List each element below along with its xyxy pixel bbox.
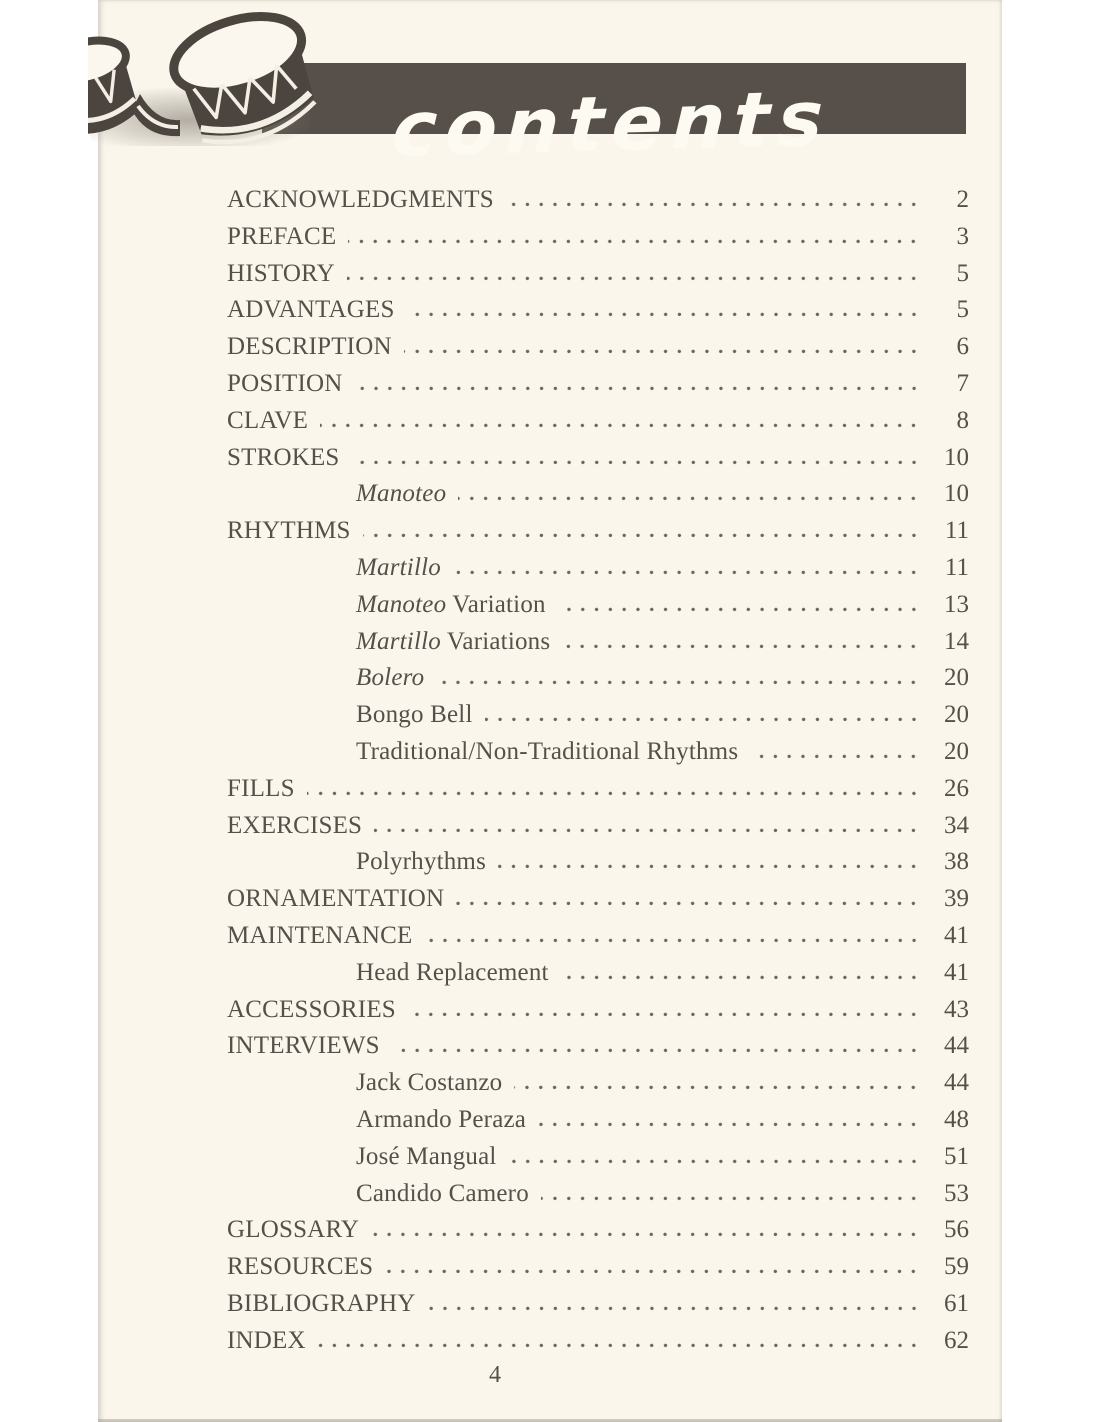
- toc-entry-page: 38: [944, 848, 969, 876]
- toc-entry-page: 41: [944, 921, 969, 949]
- dot-leader: [348, 239, 925, 244]
- dot-leader: [318, 1343, 925, 1348]
- dot-leader: [385, 1269, 925, 1274]
- toc-entry-page: 6: [956, 333, 969, 361]
- toc-entry-page: 20: [944, 664, 969, 692]
- toc-entry-label: José Mangual: [356, 1142, 497, 1170]
- toc-entry-page: 13: [944, 590, 969, 618]
- toc-entry: [227, 1216, 969, 1253]
- dot-leader: [562, 644, 925, 649]
- toc-entry-label: EXERCISES: [227, 811, 363, 839]
- toc-entry: [227, 885, 969, 922]
- toc-entry-page: 61: [944, 1289, 969, 1317]
- toc-entry-page: 10: [944, 480, 969, 508]
- toc-entry-label: BIBLIOGRAPHY: [227, 1289, 416, 1317]
- toc-entry-page: 62: [944, 1326, 969, 1354]
- toc-entry-page: 51: [944, 1142, 969, 1170]
- toc-entry-page: 2: [956, 186, 969, 213]
- toc-entry-label: CLAVE: [227, 406, 309, 434]
- toc-entry-label: Martillo Variations: [356, 627, 551, 655]
- toc-entry: [227, 1290, 969, 1327]
- dot-leader: [750, 754, 925, 759]
- dot-leader: [392, 1048, 925, 1053]
- toc-entry: [227, 591, 969, 628]
- dot-leader: [425, 938, 925, 943]
- toc-entry-page: 48: [944, 1105, 969, 1133]
- toc-entry-page: 7: [956, 369, 969, 397]
- dot-leader: [404, 349, 925, 354]
- toc-entry: [227, 1143, 969, 1180]
- dot-leader: [506, 202, 925, 207]
- toc-entry-page: 5: [956, 259, 969, 287]
- toc-entry: [227, 480, 969, 517]
- dot-leader: [485, 717, 925, 722]
- toc-entry-page: 44: [944, 1032, 969, 1060]
- toc-entry-page: 11: [944, 517, 969, 545]
- page-number-footer: 4: [489, 1362, 501, 1388]
- dot-leader: [561, 975, 925, 980]
- toc-entry-label: GLOSSARY: [227, 1216, 360, 1244]
- toc-entry-label: DESCRIPTION: [227, 333, 392, 361]
- toc-entry-label: ACCESSORIES: [227, 995, 396, 1023]
- dot-leader: [320, 423, 925, 428]
- toc-entry: [227, 223, 969, 260]
- toc-entry-page: 56: [944, 1216, 969, 1244]
- toc-entry-page: 3: [956, 222, 969, 250]
- toc-entry-label: ACKNOWLEDGMENTS: [227, 186, 494, 213]
- toc-entry: [227, 517, 969, 554]
- toc-entry: [227, 333, 969, 370]
- toc-entry-label: INDEX: [227, 1326, 306, 1354]
- toc-entry-page: 59: [944, 1253, 969, 1281]
- toc-entry-page: 10: [944, 443, 969, 471]
- toc-entry: [227, 1032, 969, 1069]
- dot-leader: [456, 901, 925, 906]
- toc-entry: [227, 996, 969, 1033]
- toc-entry-label: STROKES: [227, 443, 340, 471]
- toc-entry-page: 53: [944, 1179, 969, 1207]
- dot-leader: [371, 1232, 925, 1237]
- toc-entry-label: Polyrhythms: [356, 848, 486, 876]
- toc-entry-page: 14: [944, 627, 969, 655]
- toc-entry-label: Bolero: [356, 664, 425, 692]
- toc-entry: [227, 186, 969, 223]
- dot-leader: [347, 276, 925, 281]
- toc-entry-label: Head Replacement: [356, 958, 549, 986]
- dot-leader: [538, 1122, 925, 1127]
- toc-entry-page: 20: [944, 737, 969, 765]
- toc-entry-label: INTERVIEWS: [227, 1032, 380, 1060]
- toc-entry: [227, 407, 969, 444]
- dot-leader: [307, 791, 925, 796]
- toc-entry: [227, 628, 969, 665]
- toc-entry: [227, 848, 969, 885]
- dot-leader: [558, 607, 925, 612]
- dot-leader: [436, 680, 925, 685]
- toc-entry: [227, 370, 969, 407]
- toc-entry: [227, 1327, 969, 1364]
- toc-entry: [227, 664, 969, 701]
- dot-leader: [541, 1196, 925, 1201]
- toc-entry-label: Jack Costanzo: [356, 1069, 503, 1097]
- toc-entry-label: Traditional/Non-Traditional Rhythms: [356, 737, 739, 765]
- toc-entry-page: 43: [944, 995, 969, 1023]
- toc-entry-page: 5: [956, 296, 969, 324]
- toc-entry-label: HISTORY: [227, 259, 335, 287]
- toc-list: [227, 186, 969, 1364]
- toc-entry-label: FILLS: [227, 774, 295, 802]
- toc-entry-label: ORNAMENTATION: [227, 885, 445, 913]
- toc-entry: [227, 260, 969, 297]
- dot-leader: [352, 460, 925, 465]
- dot-leader: [363, 533, 925, 538]
- dot-leader: [428, 1306, 925, 1311]
- toc-entry-label: RHYTHMS: [227, 517, 351, 545]
- toc-entry-page: 44: [944, 1069, 969, 1097]
- toc-entry: [227, 959, 969, 996]
- toc-entry-label: Candido Camero: [356, 1179, 529, 1207]
- dot-leader: [355, 386, 926, 391]
- toc-entry-label: PREFACE: [227, 222, 337, 250]
- dot-leader: [458, 496, 925, 501]
- toc-entry: [227, 922, 969, 959]
- toc-entry-label: Martillo: [356, 553, 441, 581]
- toc-entry: [227, 296, 969, 333]
- toc-entry: [227, 1180, 969, 1217]
- toc-entry-label: Bongo Bell: [356, 701, 473, 729]
- dot-leader: [408, 1012, 925, 1017]
- bongo-drums-illustration: [88, 2, 338, 154]
- toc-entry: [227, 1069, 969, 1106]
- toc-entry: [227, 444, 969, 481]
- toc-entry-label: RESOURCES: [227, 1253, 374, 1281]
- dot-leader: [374, 828, 925, 833]
- toc-entry: [227, 1106, 969, 1143]
- dot-leader: [509, 1159, 925, 1164]
- toc-entry: [227, 812, 969, 849]
- toc-entry: [227, 738, 969, 775]
- contents-title: contents: [390, 73, 833, 174]
- toc-entry-label: Manoteo Variation: [356, 590, 546, 618]
- toc-entry-label: ADVANTAGES: [227, 296, 395, 324]
- toc-entry-page: 20: [944, 701, 969, 729]
- toc-entry-page: 8: [956, 406, 969, 434]
- toc-entry-label: POSITION: [227, 369, 343, 397]
- toc-entry-page: 39: [944, 885, 969, 913]
- dot-leader: [514, 1085, 925, 1090]
- toc-entry-page: 34: [944, 811, 969, 839]
- dot-leader: [453, 570, 925, 575]
- toc-entry-page: 41: [944, 958, 969, 986]
- toc-entry-page: 11: [944, 553, 969, 581]
- dot-leader: [407, 312, 925, 317]
- toc-entry: [227, 554, 969, 591]
- toc-entry-label: MAINTENANCE: [227, 921, 413, 949]
- dot-leader: [498, 864, 925, 869]
- toc-entry-label: Manoteo: [356, 480, 447, 508]
- toc-entry: [227, 1253, 969, 1290]
- toc-entry-page: 26: [944, 774, 969, 802]
- toc-entry-label: Armando Peraza: [356, 1105, 527, 1133]
- toc-entry: [227, 701, 969, 738]
- toc-entry: [227, 775, 969, 812]
